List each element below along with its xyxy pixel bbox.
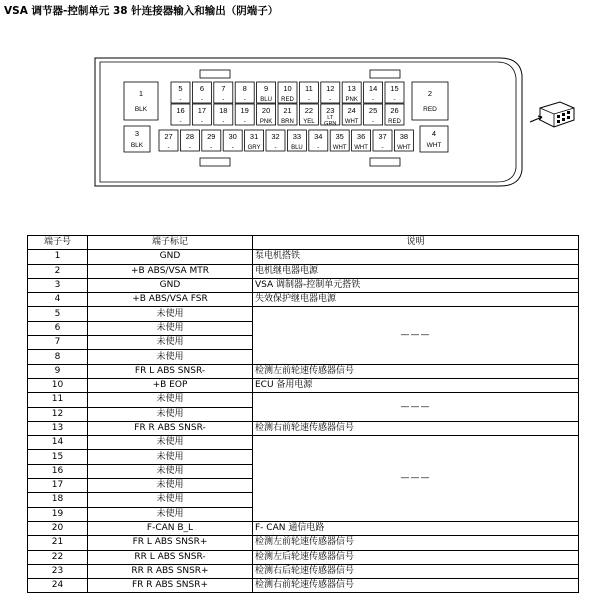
connector-pin-7 [214, 82, 233, 103]
connector-pin-35 [330, 130, 349, 151]
pin-number: 5 [178, 84, 183, 93]
pin-mark-cell: 未使用 [88, 507, 253, 521]
pin-number-cell: 11 [28, 393, 88, 407]
pin-mark-cell: 未使用 [88, 450, 253, 464]
pin-wire-color: WHT [426, 142, 442, 149]
connector-locator-icon [530, 100, 578, 130]
connector-pin-27 [159, 130, 178, 151]
table-row [28, 378, 579, 392]
connector-pin-33 [287, 130, 306, 151]
connector-diagram [0, 0, 601, 232]
pin-number: 26 [390, 106, 399, 115]
description-cell: 检测左后轮速传感器信号 [253, 550, 579, 564]
pin-mark-cell: 未使用 [88, 464, 253, 478]
connector-pin-22 [299, 104, 318, 125]
pin-number: 10 [283, 84, 292, 93]
connector-pin-13 [342, 82, 361, 103]
pin-number: 15 [390, 84, 399, 93]
pin-number: 18 [219, 106, 228, 115]
pin-wire-color: - [381, 145, 384, 151]
description-cell: 检测左前轮速传感器信号 [253, 364, 579, 378]
pin-mark-cell: FR L ABS SNSR- [88, 364, 253, 378]
connector-pin-36 [352, 130, 371, 151]
pin-wire-color: - [210, 145, 213, 151]
connector-pin-9 [257, 82, 276, 103]
description-cell: ——— [253, 393, 579, 422]
pin-number-cell: 20 [28, 521, 88, 535]
pin-number: 3 [134, 129, 140, 138]
header-pin-number: 端子号 [28, 236, 88, 250]
connector-pin-5 [171, 82, 190, 103]
pin-wire-color: - [307, 97, 310, 103]
pin-wire-color: - [317, 145, 320, 151]
table-row [28, 264, 579, 278]
pin-number-cell: 10 [28, 378, 88, 392]
pin-mark-cell: +B EOP [88, 378, 253, 392]
pin-wire-color: PNK [259, 119, 273, 125]
pin-number: 12 [326, 84, 335, 93]
pin-wire-color: - [243, 97, 246, 103]
pin-wire-color: YEL [303, 119, 315, 125]
pin-mark-cell: 未使用 [88, 393, 253, 407]
connector-pin-3 [124, 126, 150, 152]
connector-pin-4 [420, 126, 448, 152]
pin-wire-color: RED [423, 106, 437, 113]
pin-wire-color: - [222, 97, 225, 103]
pin-number-cell: 6 [28, 321, 88, 335]
pin-mark-cell: RR R ABS SNSR+ [88, 564, 253, 578]
pin-number: 23 [326, 106, 335, 115]
connector-pin-32 [266, 130, 285, 151]
table-row [28, 564, 579, 578]
pin-number: 7 [221, 84, 226, 93]
pin-number: 27 [164, 132, 173, 141]
pin-number: 14 [368, 84, 378, 93]
table-row [28, 250, 579, 264]
description-cell: 检测左前轮速传感器信号 [253, 536, 579, 550]
pin-wire-color: WHT [354, 145, 368, 151]
table-row [28, 521, 579, 535]
connector-pin-25 [364, 104, 383, 125]
pin-wire-color: - [167, 145, 170, 151]
pin-number: 20 [261, 106, 271, 115]
description-cell: 检测右前轮速传感器信号 [253, 579, 579, 593]
pin-wire-color: GRY [247, 145, 261, 151]
connector-pin-11 [299, 82, 318, 103]
pin-number: 21 [283, 106, 292, 115]
pin-wire-color: - [200, 119, 203, 125]
table-row [28, 364, 579, 378]
pin-number: 1 [138, 89, 144, 98]
pin-number: 33 [292, 132, 302, 141]
connector-pin-30 [223, 130, 242, 151]
pin-wire-color: - [231, 145, 234, 151]
connector-pin-26 [385, 104, 404, 125]
header-description: 说明 [253, 236, 579, 250]
pin-number-cell: 18 [28, 493, 88, 507]
pin-number: 38 [399, 132, 409, 141]
connector-pin-15 [385, 82, 404, 103]
description-cell: ——— [253, 307, 579, 364]
pin-mark-cell: FR R ABS SNSR- [88, 421, 253, 435]
pin-number: 25 [368, 106, 378, 115]
pin-number-cell: 17 [28, 479, 88, 493]
pin-wire-color: - [179, 119, 182, 125]
pin-number: 6 [199, 84, 204, 93]
connector-pin-1 [124, 82, 158, 120]
connector-pin-28 [180, 130, 199, 151]
page-title: VSA 调节器-控制单元 38 针连接器输入和输出（阴端子） [4, 5, 279, 17]
table-row [28, 536, 579, 550]
pin-wire-color: BLK [134, 106, 148, 113]
pin-wire-color: - [372, 119, 375, 125]
pin-number-cell: 19 [28, 507, 88, 521]
pin-number: 31 [249, 132, 259, 141]
pin-wire-color: - [329, 97, 332, 103]
pin-number-cell: 4 [28, 293, 88, 307]
connector-pin-10 [278, 82, 297, 103]
connector-pin-19 [235, 104, 254, 125]
pin-number: 35 [335, 132, 344, 141]
description-cell: VSA 调制器-控制单元搭铁 [253, 278, 579, 292]
pin-wire-color: WHT [332, 145, 347, 151]
pin-number: 22 [304, 106, 314, 115]
description-cell: F- CAN 通信电路 [253, 521, 579, 535]
pin-wire-color: - [200, 97, 203, 103]
connector-pin-24 [342, 104, 361, 125]
pin-wire-color: PNK [345, 97, 358, 103]
connector-pin-29 [202, 130, 221, 151]
pin-number: 30 [228, 132, 237, 141]
pin-wire-color: - [188, 145, 191, 151]
pin-number-cell: 21 [28, 536, 88, 550]
connector-pin-20 [257, 104, 276, 125]
pin-wire-color: RED [281, 97, 294, 103]
pin-number: 4 [431, 129, 437, 138]
pin-number-cell: 1 [28, 250, 88, 264]
connector-pin-8 [235, 82, 254, 103]
connector-pin-21 [278, 104, 297, 125]
table-row [28, 293, 579, 307]
description-cell: 失效保护继电器电源 [253, 293, 579, 307]
pin-number-cell: 23 [28, 564, 88, 578]
connector-pin-12 [321, 82, 340, 103]
connector-pin-2 [412, 82, 448, 120]
pin-number-cell: 12 [28, 407, 88, 421]
pin-number: 34 [314, 132, 323, 141]
table-header-row [28, 236, 579, 250]
pin-mark-cell: F-CAN B_L [88, 521, 253, 535]
pin-number-cell: 2 [28, 264, 88, 278]
connector-pin-34 [309, 130, 328, 151]
header-pin-mark: 端子标记 [88, 236, 253, 250]
pin-number: 9 [264, 84, 269, 93]
pin-wire-color: LT [327, 115, 334, 121]
description-cell: 泵电机搭铁 [253, 250, 579, 264]
pin-wire-color: RED [388, 119, 401, 125]
connector-pin-31 [245, 130, 264, 151]
pin-mark-cell: 未使用 [88, 336, 253, 350]
pin-wire-color: - [243, 119, 246, 125]
pin-wire-color: BLU [291, 145, 303, 151]
pin-wire-color: - [179, 97, 182, 103]
pin-number-cell: 16 [28, 464, 88, 478]
pin-wire-color: WHT [344, 119, 359, 125]
table-row [28, 421, 579, 435]
description-cell: 电机继电器电源 [253, 264, 579, 278]
pin-number-cell: 8 [28, 350, 88, 364]
pin-mark-cell: GND [88, 278, 253, 292]
pin-number: 24 [347, 106, 356, 115]
pin-number-cell: 24 [28, 579, 88, 593]
pin-mark-cell: 未使用 [88, 350, 253, 364]
pin-wire-color: GRN [324, 121, 337, 127]
table-row [28, 436, 579, 450]
pin-wire-color: - [372, 97, 375, 103]
pin-number: 28 [185, 132, 195, 141]
table-row [28, 393, 579, 407]
description-cell: ——— [253, 436, 579, 522]
pin-wire-color: - [274, 145, 277, 151]
pin-mark-cell: FR R ABS SNSR+ [88, 579, 253, 593]
pin-mark-cell: 未使用 [88, 321, 253, 335]
connector-pin-17 [192, 104, 211, 125]
pin-number-cell: 13 [28, 421, 88, 435]
table-row [28, 307, 579, 321]
description-cell: ECU 备用电源 [253, 378, 579, 392]
pin-mark-cell: 未使用 [88, 407, 253, 421]
connector-pin-18 [214, 104, 233, 125]
pin-wire-color: - [222, 119, 225, 125]
pin-mark-cell: 未使用 [88, 479, 253, 493]
pin-number-cell: 5 [28, 307, 88, 321]
connector-pin-16 [171, 104, 190, 125]
connector-pin-14 [364, 82, 383, 103]
pin-wire-color: BRN [281, 119, 294, 125]
description-cell: 检测右前轮速传感器信号 [253, 421, 579, 435]
pin-number: 8 [242, 84, 247, 93]
pin-number-cell: 22 [28, 550, 88, 564]
connector-pin-6 [192, 82, 211, 103]
pin-mark-cell: RR L ABS SNSR- [88, 550, 253, 564]
pin-number-cell: 3 [28, 278, 88, 292]
pin-wire-color: - [393, 97, 396, 103]
pin-number: 2 [427, 89, 433, 98]
pin-wire-color: BLU [260, 97, 272, 103]
pin-wire-color: BLK [130, 142, 144, 149]
pin-number: 13 [347, 84, 356, 93]
description-cell: 检测右后轮速传感器信号 [253, 564, 579, 578]
pin-table [27, 235, 579, 593]
pin-mark-cell: +B ABS/VSA MTR [88, 264, 253, 278]
pin-number: 32 [271, 132, 280, 141]
pin-number: 19 [240, 106, 249, 115]
pin-mark-cell: 未使用 [88, 436, 253, 450]
pin-mark-cell: GND [88, 250, 253, 264]
connector-pin-37 [373, 130, 392, 151]
table-row [28, 278, 579, 292]
pin-mark-cell: 未使用 [88, 493, 253, 507]
connector-pin-38 [394, 130, 413, 151]
pin-mark-cell: FR L ABS SNSR+ [88, 536, 253, 550]
pin-number: 36 [356, 132, 366, 141]
pin-number: 29 [207, 132, 216, 141]
pin-number-cell: 7 [28, 336, 88, 350]
pin-number-cell: 9 [28, 364, 88, 378]
pin-number: 16 [176, 106, 185, 115]
pin-number: 17 [197, 106, 207, 115]
pin-number-cell: 15 [28, 450, 88, 464]
pin-mark-cell: 未使用 [88, 307, 253, 321]
pin-mark-cell: +B ABS/VSA FSR [88, 293, 253, 307]
connector-pin-23 [321, 104, 340, 127]
pin-wire-color: WHT [397, 145, 411, 151]
pin-number: 11 [305, 84, 313, 93]
table-row [28, 550, 579, 564]
pin-number: 37 [378, 132, 387, 141]
pin-number-cell: 14 [28, 436, 88, 450]
